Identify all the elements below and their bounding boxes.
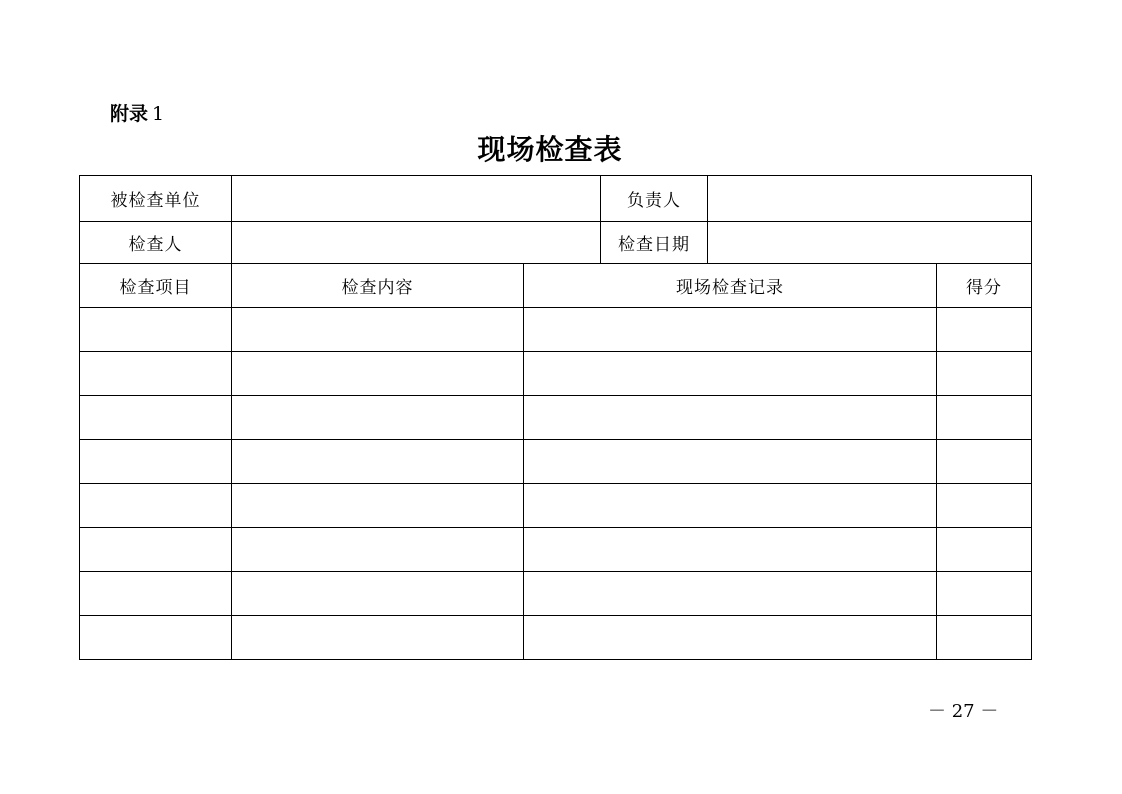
person-in-charge-field[interactable] xyxy=(708,176,1032,222)
item-cell[interactable] xyxy=(80,484,232,528)
inspection-date-field[interactable] xyxy=(708,222,1032,264)
table-header-row xyxy=(80,264,1032,308)
item-cell[interactable] xyxy=(80,528,232,572)
table-row xyxy=(80,352,1032,396)
score-cell[interactable] xyxy=(937,352,1032,396)
item-cell[interactable] xyxy=(80,396,232,440)
record-cell[interactable] xyxy=(524,616,937,660)
column-header-content: 检查内容 xyxy=(232,264,524,308)
column-header-record: 现场检查记录 xyxy=(524,264,937,308)
column-header-item: 检查项目 xyxy=(80,264,232,308)
score-cell[interactable] xyxy=(937,528,1032,572)
table-row xyxy=(80,572,1032,616)
score-cell[interactable] xyxy=(937,396,1032,440)
inspected-unit-row xyxy=(80,176,1032,222)
page-number: － 27 － xyxy=(928,701,999,722)
score-cell[interactable] xyxy=(937,440,1032,484)
content-cell[interactable] xyxy=(232,528,524,572)
record-cell[interactable] xyxy=(524,396,937,440)
content-cell[interactable] xyxy=(232,484,524,528)
record-cell[interactable] xyxy=(524,352,937,396)
inspection-table xyxy=(79,175,1032,660)
table-row xyxy=(80,440,1032,484)
record-cell[interactable] xyxy=(524,572,937,616)
content-cell[interactable] xyxy=(232,396,524,440)
column-header-score: 得分 xyxy=(937,264,1032,308)
content-cell[interactable] xyxy=(232,440,524,484)
content-cell[interactable] xyxy=(232,352,524,396)
inspection-date-label: 检查日期 xyxy=(601,222,708,264)
content-cell[interactable] xyxy=(232,308,524,352)
score-cell[interactable] xyxy=(937,484,1032,528)
table-row xyxy=(80,528,1032,572)
score-cell[interactable] xyxy=(937,572,1032,616)
record-cell[interactable] xyxy=(524,308,937,352)
item-cell[interactable] xyxy=(80,616,232,660)
inspected-unit-label: 被检查单位 xyxy=(80,176,232,222)
inspector-label: 检查人 xyxy=(80,222,232,264)
person-in-charge-label: 负责人 xyxy=(601,176,708,222)
item-cell[interactable] xyxy=(80,572,232,616)
table-row xyxy=(80,484,1032,528)
item-cell[interactable] xyxy=(80,440,232,484)
content-cell[interactable] xyxy=(232,572,524,616)
table-row xyxy=(80,616,1032,660)
appendix-number: 1 xyxy=(152,103,165,125)
record-cell[interactable] xyxy=(524,484,937,528)
appendix-label xyxy=(110,101,164,127)
content-cell[interactable] xyxy=(232,616,524,660)
score-cell[interactable] xyxy=(937,616,1032,660)
table-row xyxy=(80,396,1032,440)
appendix-label-text: 附录 xyxy=(110,103,149,125)
score-cell[interactable] xyxy=(937,308,1032,352)
record-cell[interactable] xyxy=(524,528,937,572)
item-cell[interactable] xyxy=(80,352,232,396)
table-row xyxy=(80,308,1032,352)
inspector-field[interactable] xyxy=(232,222,601,264)
inspector-row xyxy=(80,222,1032,264)
page-title: 现场检查表 xyxy=(477,133,623,166)
inspected-unit-field[interactable] xyxy=(232,176,601,222)
record-cell[interactable] xyxy=(524,440,937,484)
item-cell[interactable] xyxy=(80,308,232,352)
